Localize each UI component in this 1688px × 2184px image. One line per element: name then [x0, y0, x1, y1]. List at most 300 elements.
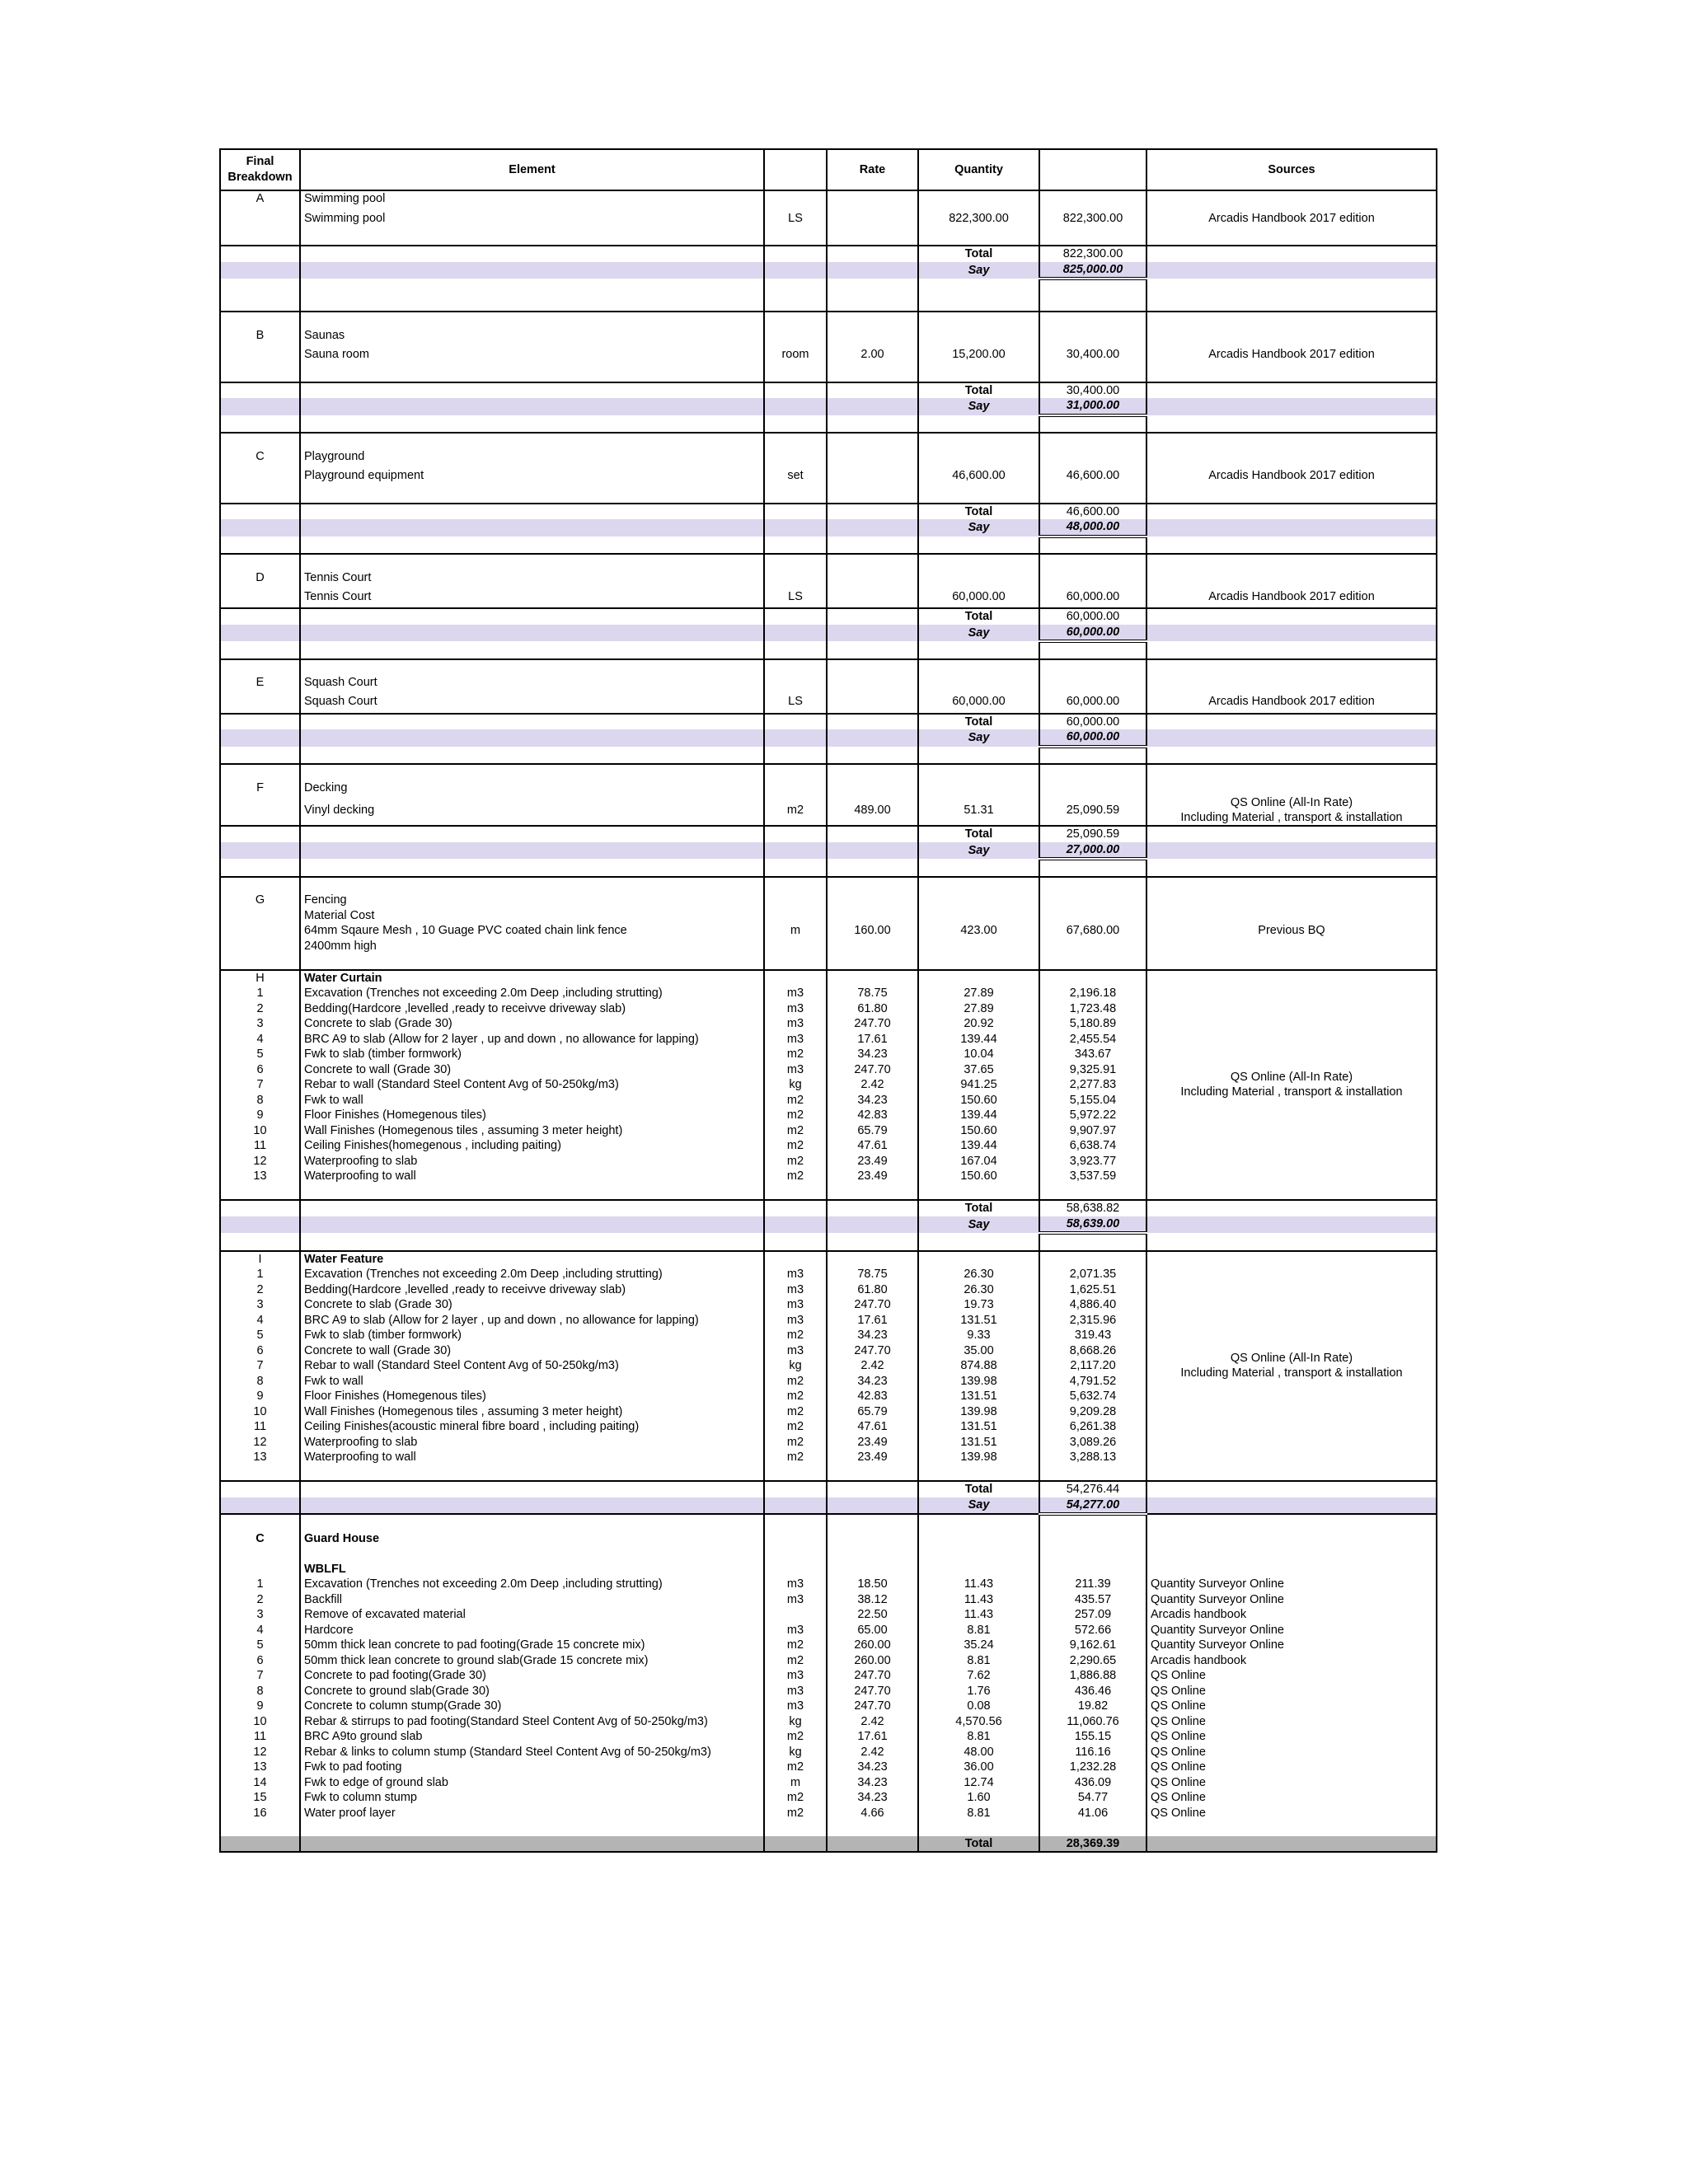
- item-source: QS Online: [1146, 1760, 1437, 1775]
- item-quantity: 139.44: [918, 1032, 1039, 1047]
- item-rate: 17.61: [827, 1032, 918, 1047]
- item-source: QS Online: [1146, 1729, 1437, 1745]
- item-rate: [827, 691, 918, 714]
- total-row: [220, 1836, 1437, 1853]
- section-code: A: [220, 190, 300, 207]
- item-description: Concrete to wall (Grade 30): [300, 1343, 764, 1359]
- source-line-2: Including Material , transport & installation: [1180, 811, 1403, 824]
- line-item-row: [220, 1358, 1437, 1374]
- item-unit: m3: [764, 1623, 827, 1638]
- item-number: 3: [220, 1016, 300, 1032]
- section-code: D: [220, 570, 300, 586]
- section-heading-row: [220, 675, 1437, 691]
- item-description: Waterproofing to slab: [300, 1154, 764, 1169]
- item-source: QS Online: [1146, 1714, 1437, 1730]
- item-unit: m3: [764, 1577, 827, 1592]
- item-quantity: 139.98: [918, 1450, 1039, 1465]
- item-number: 6: [220, 1653, 300, 1669]
- item-description: 50mm thick lean concrete to ground slab(Grade 15 concrete mix): [300, 1653, 764, 1669]
- item-description: Bedding(Hardcore ,levelled ,ready to receivve driveway slab): [300, 1282, 764, 1298]
- line-item-row: [220, 1138, 1437, 1154]
- item-rate: 23.49: [827, 1450, 918, 1465]
- item-amount: 60,000.00: [1039, 691, 1146, 714]
- item-source: [1146, 1313, 1437, 1329]
- item-source: [1146, 1419, 1437, 1435]
- spacer-row: [220, 366, 1437, 382]
- line-item-row: [220, 1389, 1437, 1404]
- say-row: [220, 729, 1437, 747]
- item-unit: m2: [764, 1806, 827, 1821]
- item-amount: 4,791.52: [1039, 1374, 1146, 1390]
- item-quantity: 822,300.00: [918, 207, 1039, 230]
- subsection-title: WBLFL: [300, 1562, 764, 1577]
- item-description: Floor Finishes (Homegenous tiles): [300, 1389, 764, 1404]
- say-label: Say: [918, 842, 1039, 860]
- item-quantity: 27.89: [918, 986, 1039, 1001]
- item-quantity: 27.89: [918, 1001, 1039, 1017]
- line-item-row: [220, 986, 1437, 1001]
- item-number: 16: [220, 1806, 300, 1821]
- item-amount: 2,315.96: [1039, 1313, 1146, 1329]
- item-description: Rebar & links to column stump (Standard Steel Content Avg of 50-250kg/m3): [300, 1745, 764, 1760]
- spacer-row: [220, 1514, 1437, 1531]
- item-unit: room: [764, 343, 827, 366]
- item-quantity: 10.04: [918, 1047, 1039, 1062]
- item-description: 64mm Sqaure Mesh , 10 Guage PVC coated chain link fence: [300, 923, 764, 939]
- item-amount: 9,162.61: [1039, 1638, 1146, 1653]
- item-amount: 2,277.83: [1039, 1077, 1146, 1093]
- water-feature-totals: [220, 1465, 1437, 1515]
- item-unit: m2: [764, 1729, 827, 1745]
- item-number: 11: [220, 1729, 300, 1745]
- line-item-row: [220, 923, 1437, 939]
- item-unit: m3: [764, 1313, 827, 1329]
- item-source: [1146, 1001, 1437, 1017]
- item-source: [1146, 795, 1437, 826]
- spacer-row: [220, 312, 1437, 328]
- item-amount: 5,155.04: [1039, 1093, 1146, 1108]
- item-source: Arcadis Handbook 2017 edition: [1146, 585, 1437, 608]
- item-amount: 572.66: [1039, 1623, 1146, 1638]
- item-amount: 4,886.40: [1039, 1297, 1146, 1313]
- item-quantity: 131.51: [918, 1435, 1039, 1451]
- total-value: 58,638.82: [1039, 1200, 1146, 1216]
- item-unit: set: [764, 464, 827, 487]
- item-unit: m2: [764, 1374, 827, 1390]
- item-description: BRC A9to ground slab: [300, 1729, 764, 1745]
- item-description: BRC A9 to slab (Allow for 2 layer , up and down , no allowance for lapping): [300, 1032, 764, 1047]
- item-description: Hardcore: [300, 1623, 764, 1638]
- item-quantity: 131.51: [918, 1389, 1039, 1404]
- spacer-row: [220, 659, 1437, 676]
- item-rate: 2.42: [827, 1077, 918, 1093]
- item-source: [1146, 1267, 1437, 1282]
- item-description: Fwk to edge of ground slab: [300, 1775, 764, 1791]
- item-quantity: 36.00: [918, 1760, 1039, 1775]
- item-quantity: 15,200.00: [918, 343, 1039, 366]
- total-value: 30,400.00: [1039, 382, 1146, 399]
- item-amount: 41.06: [1039, 1806, 1146, 1821]
- item-rate: 17.61: [827, 1313, 918, 1329]
- item-quantity: 139.98: [918, 1404, 1039, 1420]
- item-source: Previous BQ: [1146, 923, 1437, 939]
- item-number: 7: [220, 1358, 300, 1374]
- item-rate: 260.00: [827, 1653, 918, 1669]
- item-description: Waterproofing to slab: [300, 1435, 764, 1451]
- item-number: 6: [220, 1062, 300, 1078]
- section-code: E: [220, 675, 300, 691]
- item-description: Fwk to slab (timber formwork): [300, 1328, 764, 1343]
- item-description: Wall Finishes (Homegenous tiles , assuming 3 meter height): [300, 1123, 764, 1139]
- item-description: Waterproofing to wall: [300, 1169, 764, 1184]
- line-item-row: [220, 464, 1437, 487]
- item-unit: m3: [764, 1032, 827, 1047]
- section-heading-row: [220, 570, 1437, 586]
- item-unit: m3: [764, 1267, 827, 1282]
- item-rate: 42.83: [827, 1108, 918, 1123]
- line-item-row: [220, 1404, 1437, 1420]
- source-line-1: QS Online (All-In Rate): [1230, 1071, 1353, 1084]
- item-number: 9: [220, 1389, 300, 1404]
- section-title: Water Curtain: [300, 970, 764, 987]
- item-description: Excavation (Trenches not exceeding 2.0m Deep ,including strutting): [300, 1267, 764, 1282]
- item-unit: m3: [764, 1297, 827, 1313]
- item-description: 2400mm high: [300, 939, 764, 954]
- item-amount: 3,537.59: [1039, 1169, 1146, 1184]
- item-description: Excavation (Trenches not exceeding 2.0m Deep ,including strutting): [300, 1577, 764, 1592]
- item-quantity: 35.00: [918, 1343, 1039, 1359]
- item-number: 3: [220, 1297, 300, 1313]
- line-item-row: [220, 1450, 1437, 1465]
- item-rate: 34.23: [827, 1374, 918, 1390]
- item-number: 11: [220, 1138, 300, 1154]
- item-description: 50mm thick lean concrete to pad footing(Grade 15 concrete mix): [300, 1638, 764, 1653]
- item-unit: kg: [764, 1745, 827, 1760]
- item-rate: 4.66: [827, 1806, 918, 1821]
- item-amount: 25,090.59: [1039, 795, 1146, 826]
- item-unit: m3: [764, 1592, 827, 1608]
- item-source: [1146, 1108, 1437, 1123]
- item-quantity: 131.51: [918, 1419, 1039, 1435]
- line-item-row: [220, 1123, 1437, 1139]
- item-number: 8: [220, 1374, 300, 1390]
- section-title: Swimming pool: [300, 190, 764, 207]
- section-heading-row: [220, 893, 1437, 908]
- item-source: [1146, 1169, 1437, 1184]
- item-unit: kg: [764, 1358, 827, 1374]
- item-source: QS Online: [1146, 1699, 1437, 1714]
- item-quantity: 9.33: [918, 1328, 1039, 1343]
- spacer-row: [220, 487, 1437, 504]
- section-code: B: [220, 328, 300, 344]
- line-item-row: [220, 1684, 1437, 1699]
- section-code: C: [220, 449, 300, 465]
- line-item-row: [220, 1653, 1437, 1669]
- spacer-row: [220, 230, 1437, 246]
- item-quantity: 423.00: [918, 923, 1039, 939]
- item-rate: 247.70: [827, 1343, 918, 1359]
- section-code: H: [220, 970, 300, 987]
- line-item-row: [220, 1016, 1437, 1032]
- item-quantity: 8.81: [918, 1729, 1039, 1745]
- item-amount: 1,723.48: [1039, 1001, 1146, 1017]
- item-amount: 5,972.22: [1039, 1108, 1146, 1123]
- say-label: Say: [918, 398, 1039, 415]
- item-source: [1146, 1154, 1437, 1169]
- item-quantity: 4,570.56: [918, 1714, 1039, 1730]
- item-quantity: 60,000.00: [918, 585, 1039, 608]
- item-source: [1146, 1435, 1437, 1451]
- line-item-row: [220, 585, 1437, 608]
- item-rate: 34.23: [827, 1093, 918, 1108]
- item-rate: 34.23: [827, 1760, 918, 1775]
- item-rate: 260.00: [827, 1638, 918, 1653]
- item-description: Concrete to slab (Grade 30): [300, 1297, 764, 1313]
- item-description: Concrete to wall (Grade 30): [300, 1062, 764, 1078]
- item-number: 5: [220, 1638, 300, 1653]
- item-number: 2: [220, 1592, 300, 1608]
- line-item-row: [220, 1313, 1437, 1329]
- item-description: Fwk to pad footing: [300, 1760, 764, 1775]
- item-rate: 247.70: [827, 1297, 918, 1313]
- say-value: 825,000.00: [1039, 262, 1146, 279]
- item-unit: m2: [764, 1047, 827, 1062]
- line-item-row: [220, 1154, 1437, 1169]
- item-rate: 61.80: [827, 1001, 918, 1017]
- item-quantity: 11.43: [918, 1607, 1039, 1623]
- item-source: Quantity Surveyor Online: [1146, 1623, 1437, 1638]
- item-number: 14: [220, 1775, 300, 1791]
- item-amount: 5,632.74: [1039, 1389, 1146, 1404]
- total-label: Total: [918, 1836, 1039, 1853]
- item-rate: 61.80: [827, 1282, 918, 1298]
- item-unit: m3: [764, 1062, 827, 1078]
- item-unit: m2: [764, 1169, 827, 1184]
- item-unit: m2: [764, 1389, 827, 1404]
- item-source: Arcadis Handbook 2017 edition: [1146, 343, 1437, 366]
- source-line-2: Including Material , transport & installation: [1180, 1366, 1403, 1380]
- total-row: [220, 608, 1437, 625]
- section-code: G: [220, 893, 300, 908]
- item-unit: m3: [764, 1668, 827, 1684]
- subsection-row: [220, 1562, 1437, 1577]
- item-number: 5: [220, 1047, 300, 1062]
- line-item-row: [220, 1714, 1437, 1730]
- total-value: 60,000.00: [1039, 714, 1146, 730]
- section-heading-row: [220, 190, 1437, 207]
- item-description: Concrete to ground slab(Grade 30): [300, 1684, 764, 1699]
- say-row: [220, 1216, 1437, 1234]
- line-item-row: [220, 795, 1437, 826]
- item-amount: 3,089.26: [1039, 1435, 1146, 1451]
- source-line-1: QS Online (All-In Rate): [1230, 1352, 1353, 1365]
- line-item-row: [220, 1607, 1437, 1623]
- item-description: Wall Finishes (Homegenous tiles , assuming 3 meter height): [300, 1404, 764, 1420]
- spacer-row: [220, 877, 1437, 893]
- item-rate: 23.49: [827, 1169, 918, 1184]
- item-quantity: 150.60: [918, 1123, 1039, 1139]
- total-label: Total: [918, 608, 1039, 625]
- item-quantity: 941.25: [918, 1077, 1039, 1093]
- header-row: [220, 149, 1437, 190]
- water-curtain-totals: [220, 1184, 1437, 1251]
- header-rate: Rate: [827, 149, 918, 190]
- item-description: Ceiling Finishes(homegenous , including paiting): [300, 1138, 764, 1154]
- item-amount: 6,261.38: [1039, 1419, 1146, 1435]
- item-amount: 9,907.97: [1039, 1123, 1146, 1139]
- item-description: Rebar & stirrups to pad footing(Standard Steel Content Avg of 50-250kg/m3): [300, 1714, 764, 1730]
- item-amount: 60,000.00: [1039, 585, 1146, 608]
- item-amount: 5,180.89: [1039, 1016, 1146, 1032]
- item-number: 12: [220, 1435, 300, 1451]
- say-label: Say: [918, 1216, 1039, 1234]
- item-source: [1146, 1047, 1437, 1062]
- total-label: Total: [918, 826, 1039, 842]
- item-rate: 34.23: [827, 1328, 918, 1343]
- section-title: Guard House: [300, 1531, 764, 1547]
- item-amount: 116.16: [1039, 1745, 1146, 1760]
- item-amount: 67,680.00: [1039, 923, 1146, 939]
- item-amount: 9,325.91: [1039, 1062, 1146, 1078]
- item-amount: 2,071.35: [1039, 1267, 1146, 1282]
- item-number: 10: [220, 1404, 300, 1420]
- item-number: 12: [220, 1745, 300, 1760]
- item-number: 6: [220, 1343, 300, 1359]
- total-row: [220, 1481, 1437, 1497]
- line-item-row: [220, 1328, 1437, 1343]
- item-source: [1146, 1404, 1437, 1420]
- item-amount: 435.57: [1039, 1592, 1146, 1608]
- say-label: Say: [918, 1497, 1039, 1515]
- item-unit: m2: [764, 1419, 827, 1435]
- item-description: Rebar to wall (Standard Steel Content Avg of 50-250kg/m3): [300, 1358, 764, 1374]
- item-number: 4: [220, 1623, 300, 1638]
- item-source: [1146, 1032, 1437, 1047]
- item-unit: m2: [764, 795, 827, 826]
- item-quantity: 11.43: [918, 1577, 1039, 1592]
- line-item-row: [220, 343, 1437, 366]
- simple-sections: [220, 190, 1437, 970]
- item-unit: m3: [764, 1001, 827, 1017]
- spacer-row: [220, 747, 1437, 765]
- total-value: 28,369.39: [1039, 1836, 1146, 1853]
- item-quantity: 12.74: [918, 1775, 1039, 1791]
- item-amount: 3,923.77: [1039, 1154, 1146, 1169]
- item-rate: 22.50: [827, 1607, 918, 1623]
- item-rate: 247.70: [827, 1062, 918, 1078]
- item-rate: [827, 585, 918, 608]
- item-unit: [764, 1607, 827, 1623]
- line-item-row: [220, 1729, 1437, 1745]
- item-amount: 343.67: [1039, 1047, 1146, 1062]
- section-title: Playground: [300, 449, 764, 465]
- item-description: Vinyl decking: [300, 795, 764, 826]
- item-rate: 47.61: [827, 1419, 918, 1435]
- line-item-row: [220, 1638, 1437, 1653]
- total-row: [220, 826, 1437, 842]
- item-quantity: 1.60: [918, 1790, 1039, 1806]
- item-quantity: 139.44: [918, 1138, 1039, 1154]
- item-quantity: 0.08: [918, 1699, 1039, 1714]
- item-quantity: 20.92: [918, 1016, 1039, 1032]
- total-value: 25,090.59: [1039, 826, 1146, 842]
- item-amount: 822,300.00: [1039, 207, 1146, 230]
- say-value: 54,277.00: [1039, 1497, 1146, 1515]
- section-title: Saunas: [300, 328, 764, 344]
- total-label: Total: [918, 246, 1039, 262]
- item-quantity: 139.98: [918, 1374, 1039, 1390]
- spacer-row: [220, 537, 1437, 555]
- item-rate: 78.75: [827, 1267, 918, 1282]
- item-source: [1146, 1352, 1437, 1380]
- total-label: Total: [918, 714, 1039, 730]
- item-source: Arcadis handbook: [1146, 1653, 1437, 1669]
- item-unit: m2: [764, 1760, 827, 1775]
- item-unit: m2: [764, 1404, 827, 1420]
- item-amount: 436.46: [1039, 1684, 1146, 1699]
- item-rate: 160.00: [827, 923, 918, 939]
- item-quantity: 37.65: [918, 1062, 1039, 1078]
- item-rate: 247.70: [827, 1699, 918, 1714]
- item-rate: 65.79: [827, 1123, 918, 1139]
- item-number: 10: [220, 1123, 300, 1139]
- item-unit: m: [764, 923, 827, 939]
- item-description: Sauna room: [300, 343, 764, 366]
- say-value: 60,000.00: [1039, 729, 1146, 747]
- line-item-row: [220, 1699, 1437, 1714]
- line-item-row: [220, 1760, 1437, 1775]
- item-rate: 2.42: [827, 1358, 918, 1374]
- spacer-row: [220, 954, 1437, 970]
- section-heading-row: [220, 328, 1437, 344]
- item-source: [1146, 1297, 1437, 1313]
- item-rate: 489.00: [827, 795, 918, 826]
- line-item-row: [220, 207, 1437, 230]
- total-row: [220, 246, 1437, 262]
- item-amount: 211.39: [1039, 1577, 1146, 1592]
- item-amount: 9,209.28: [1039, 1404, 1146, 1420]
- say-row: [220, 625, 1437, 642]
- item-amount: 2,455.54: [1039, 1032, 1146, 1047]
- total-label: Total: [918, 382, 1039, 399]
- item-amount: 2,117.20: [1039, 1358, 1146, 1374]
- item-rate: [827, 207, 918, 230]
- say-row: [220, 519, 1437, 537]
- item-source: Arcadis Handbook 2017 edition: [1146, 207, 1437, 230]
- guard-house-section: [220, 1514, 1437, 1821]
- item-quantity: 48.00: [918, 1745, 1039, 1760]
- item-description: Fwk to slab (timber formwork): [300, 1047, 764, 1062]
- item-quantity: 8.81: [918, 1806, 1039, 1821]
- item-source: Quantity Surveyor Online: [1146, 1577, 1437, 1592]
- item-unit: m3: [764, 1343, 827, 1359]
- item-rate: 65.79: [827, 1404, 918, 1420]
- item-quantity: 8.81: [918, 1623, 1039, 1638]
- section-title: Tennis Court: [300, 570, 764, 586]
- item-unit: m3: [764, 1699, 827, 1714]
- item-unit: LS: [764, 585, 827, 608]
- item-number: 3: [220, 1607, 300, 1623]
- item-amount: 319.43: [1039, 1328, 1146, 1343]
- spacer-row: [220, 1465, 1437, 1482]
- spacer-row: [220, 1184, 1437, 1201]
- item-quantity: 131.51: [918, 1313, 1039, 1329]
- total-row: [220, 1200, 1437, 1216]
- item-number: 4: [220, 1032, 300, 1047]
- item-description: Ceiling Finishes(acoustic mineral fibre board , including paiting): [300, 1419, 764, 1435]
- spacer-row: [220, 296, 1437, 312]
- line-item-row: [220, 1592, 1437, 1608]
